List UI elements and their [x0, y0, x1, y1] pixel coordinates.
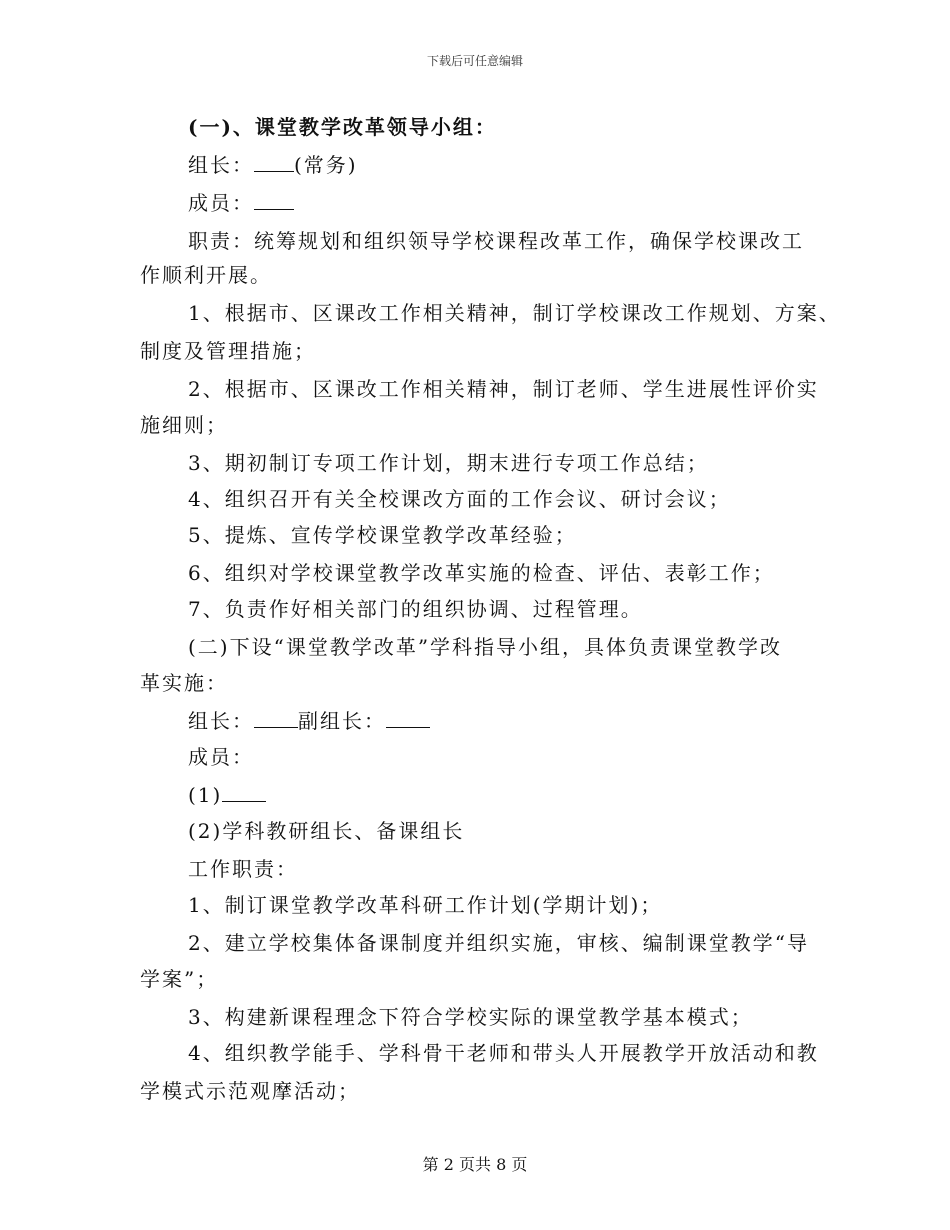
leader-label: 组长： [188, 153, 254, 177]
members-item-1 [188, 782, 266, 808]
duty-item-2-line-1: 2、根据市、区课改工作相关精神，制订老师、学生进展性评价实 [188, 377, 819, 401]
subject-leader-blank [254, 709, 298, 728]
duty-item-5: 5、提炼、宣传学校课堂教学改革经验； [188, 523, 577, 547]
duty-paragraph-line-1: 职责：统筹规划和组织领导学校课程改革工作，确保学校课改工 [188, 229, 804, 253]
duty-paragraph-line-2: 作顺利开展。 [140, 263, 272, 287]
leader-blank [254, 153, 294, 172]
page-number-footer: 第 2 页共 8 页 [422, 1155, 528, 1174]
section-heading-2-line-1: (二)下设“课堂教学改革”学科指导小组，具体负责课堂教学改 [188, 635, 783, 659]
subject-leaders-line [188, 708, 430, 734]
work-duty-1: 1、制订课堂教学改革科研工作计划(学期计划)； [188, 893, 663, 917]
members-item-2: (2)学科教研组长、备课组长 [188, 819, 465, 843]
work-duties-heading: 工作职责： [188, 857, 298, 881]
subject-leader-label: 组长： [188, 709, 254, 733]
subject-members-label: 成员： [188, 745, 254, 769]
leader-note: (常务) [294, 153, 358, 177]
work-duty-2-line-2: 学案”； [140, 967, 219, 991]
members-blank [254, 191, 294, 210]
duty-item-2-line-2: 施细则； [140, 413, 228, 437]
duty-item-4: 4、组织召开有关全校课改方面的工作会议、研讨会议； [188, 487, 731, 511]
work-duty-4-line-1: 4、组织教学能手、学科骨干老师和带头人开展教学开放活动和教 [188, 1041, 819, 1065]
duty-item-1-line-2: 制度及管理措施； [140, 339, 316, 363]
section-heading-1: (一)、课堂教学改革领导小组： [188, 115, 497, 139]
members-item-1-blank [222, 783, 266, 802]
work-duty-4-line-2: 学模式示范观摩活动； [140, 1079, 360, 1103]
work-duty-3: 3、构建新课程理念下符合学校实际的课堂教学基本模式； [188, 1005, 753, 1029]
section-heading-2-line-2: 革实施： [140, 671, 228, 695]
duty-item-6: 6、组织对学校课堂教学改革实施的检查、评估、表彰工作； [188, 561, 775, 585]
leader-line [188, 152, 358, 178]
members-item-1-number: (1) [188, 783, 223, 807]
members-line [188, 190, 294, 216]
work-duty-2-line-1: 2、建立学校集体备课制度并组织实施，审核、编制课堂教学“导 [188, 931, 809, 955]
members-label: 成员： [188, 191, 254, 215]
page-header: 下载后可任意编辑 [426, 54, 523, 68]
duty-item-3: 3、期初制订专项工作计划，期末进行专项工作总结； [188, 451, 709, 475]
duty-item-7: 7、负责作好相关部门的组织协调、过程管理。 [188, 597, 643, 621]
duty-item-1-line-1: 1、根据市、区课改工作相关精神，制订学校课改工作规划、方案、 [188, 301, 841, 325]
deputy-leader-label: 副组长： [298, 709, 386, 733]
deputy-leader-blank [386, 709, 430, 728]
